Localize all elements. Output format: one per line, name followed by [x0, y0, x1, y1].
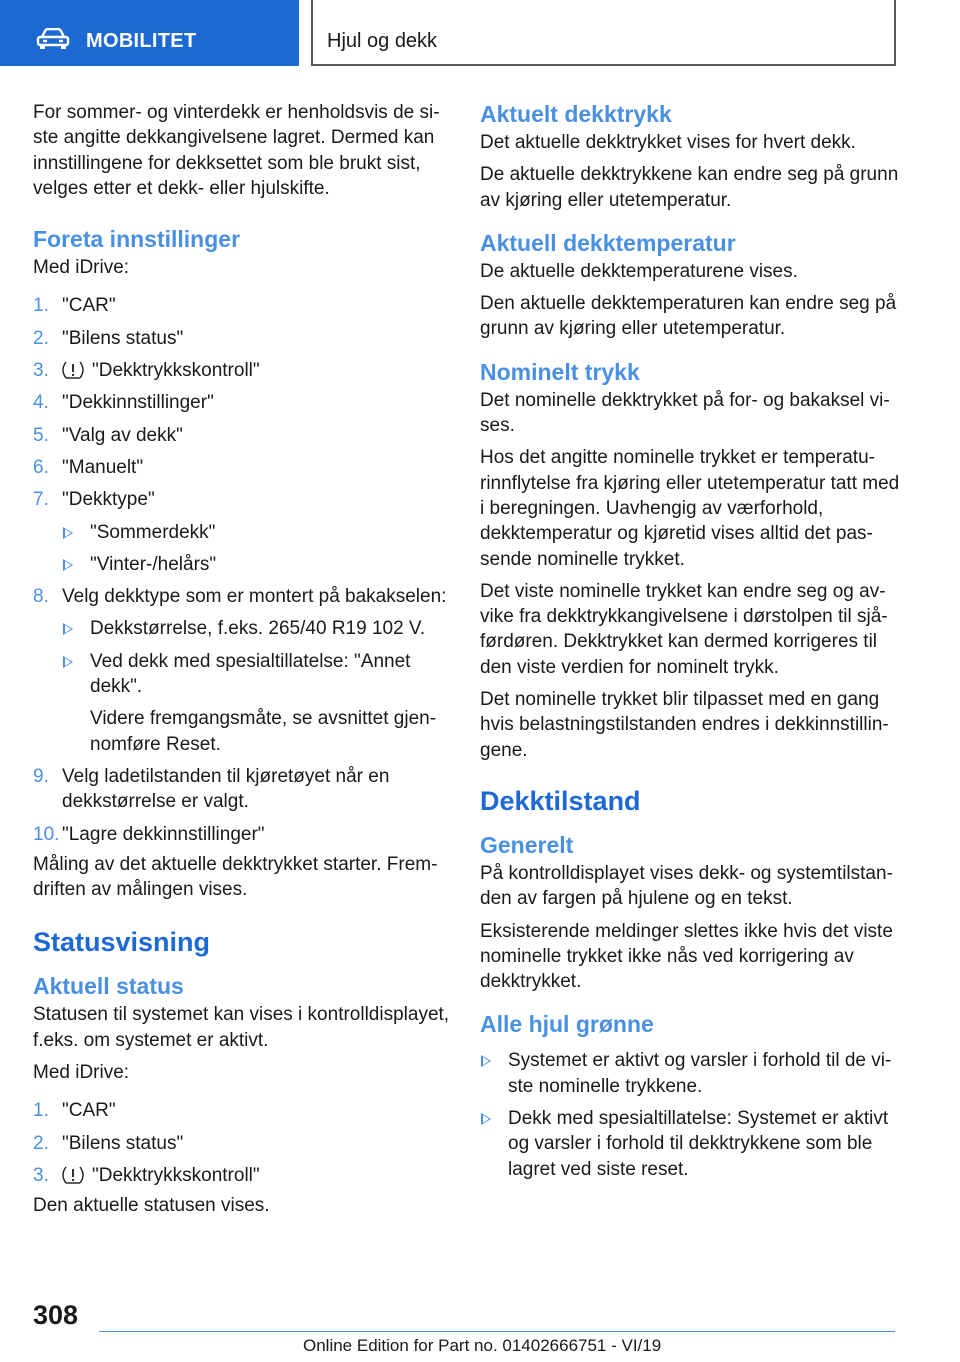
paragraph: Det viste nominelle trykket kan endre seg og avvike fra dekktrykkangivelsene i dørstolpen til sjåførdøren. Dekktrykket kan dermed korrigeres til den viste verdien for nominelt trykk.	[480, 580, 888, 678]
triangle-bullet-icon	[63, 623, 73, 635]
heading-alle-hjul-gronne: Alle hjul grønne	[480, 1011, 654, 1038]
list-item: 7. "Dekktype" "Sommerdekk" "Vinter-/helårs"	[33, 487, 453, 577]
paragraph: De aktuelle dekktrykkene kan endre seg på grunn av kjøring eller utetemperatur.	[480, 164, 899, 211]
list-item: Dekk med spesialtillatelse: Systemet er aktivt og varsler i forhold til dekktrykkene som ble lagret ved siste reset.	[480, 1106, 900, 1182]
header-chapter-box	[311, 0, 896, 66]
list-item: Dekkstørrelse, f.eks. 265/40 R19 102 V.	[62, 616, 453, 641]
idrive-lead-2: Med iDrive:	[33, 1062, 130, 1084]
measurement-note: Måling av det aktuelle dekktrykket starter. Fremdriften av målingen vises.	[33, 853, 438, 901]
list-item: "Vinter-/helårs"	[62, 552, 453, 577]
reset-note: Videre fremgangsmåte, se avsnittet gjennomføre Reset.	[90, 708, 437, 755]
footer-divider	[99, 1331, 895, 1332]
header-section-tab	[0, 0, 299, 66]
list-item: 2. "Bilens status"	[33, 1132, 184, 1154]
triangle-bullet-icon	[63, 656, 73, 668]
list-item: 1. "CAR"	[33, 295, 116, 317]
section-title: MOBILITET	[86, 30, 197, 52]
heading-aktuell-dekktemperatur: Aktuell dekktemperatur	[480, 229, 736, 256]
heading-foreta-innstillinger: Foreta innstillinger	[33, 226, 241, 253]
list-item: "Sommerdekk"	[62, 520, 453, 545]
list-item: 5. "Valg av dekk"	[33, 424, 183, 446]
paragraph: Det aktuelle dekktrykket vises for hvert dekk.	[480, 132, 856, 153]
intro-paragraph: For sommer- og vinterdekk er henholdsvis de siste angitte dekkangivelsene lagret. Dermed kan innstillingene for dekksettet som ble brukt sist, velges etter et dekk- eller hjulskifte.	[33, 102, 440, 199]
status-shown-note: Den aktuelle statusen vises.	[33, 1195, 270, 1217]
green-wheels-list	[480, 1048, 900, 1181]
list-item: 2. "Bilens status"	[33, 327, 184, 349]
idrive-lead: Med iDrive:	[33, 257, 130, 279]
heading-dekktilstand: Dekktilstand	[480, 785, 641, 816]
triangle-bullet-icon	[63, 559, 73, 571]
list-item: 4. "Dekkinnstillinger"	[33, 392, 214, 414]
list-item: Systemet er aktivt og varsler i forhold til de viste nominelle trykkene.	[480, 1048, 900, 1099]
left-column	[33, 100, 453, 1226]
list-item: 6. "Manuelt"	[33, 456, 144, 478]
list-item: Ved dekk med spesialtillatelse: "Annet dekk". Videre fremgangsmåte, se avsnittet gjennomføre Reset.	[62, 649, 453, 757]
tire-pressure-warning-icon	[62, 361, 84, 379]
page-number: 308	[33, 1300, 79, 1330]
right-column	[480, 100, 900, 1189]
status-steps	[33, 1098, 453, 1188]
tire-type-options	[62, 520, 453, 578]
paragraph: På kontrolldisplayet vises dekk- og systemtilstanden av fargen på hjulene og en tekst.	[480, 862, 893, 910]
list-item: 3. "Dekktrykkskontroll"	[33, 1164, 260, 1186]
tire-pressure-warning-icon	[62, 1166, 84, 1184]
triangle-bullet-icon	[481, 1055, 491, 1067]
list-item: 10. "Lagre dekkinnstillinger"	[33, 823, 265, 845]
paragraph: Det nominelle trykket blir tilpasset med en gang hvis belastningstilstanden endres i dekkinnstillingene.	[480, 689, 889, 761]
paragraph: Eksisterende meldinger slettes ikke hvis det viste nominelle trykket ikke nås ved korrigering av dekktrykket.	[480, 920, 893, 993]
list-item: 8. Velg dekktype som er montert på bakakselen: Dekkstørrelse, f.eks. 265/40 R19 102 V. Ved dekk med spesialtillatelse: "Annet dekk". Videre fremgangsmåte, se avsnittet gjennomføre Reset.	[33, 584, 453, 757]
paragraph: De aktuelle dekktemperaturene vises.	[480, 260, 798, 282]
footer-edition: Online Edition for Part no. 01402666751 - VI/19	[303, 1336, 662, 1355]
list-item: 1. "CAR"	[33, 1100, 116, 1122]
chapter-title: Hjul og dekk	[327, 30, 438, 52]
list-item: 9. Velg ladetilstanden til kjøretøyet når en dekkstørrelse er valgt.	[33, 765, 390, 813]
settings-steps	[33, 293, 453, 846]
rear-axle-options	[62, 616, 453, 756]
paragraph: Den aktuelle dekktemperaturen kan endre seg på grunn av kjøring eller utetemperatur.	[480, 293, 897, 340]
triangle-bullet-icon	[481, 1113, 491, 1125]
heading-generelt: Generelt	[480, 831, 574, 858]
paragraph: Det nominelle dekktrykket på for- og bakaksel vises.	[480, 389, 890, 437]
paragraph: Hos det angitte nominelle trykket er temperaturinnflytelse fra kjøring eller utetemperatur tatt med i beregningen. Uavhengig av værforhold, dekktemperatur og kjøretid vises alltid det passende nominelle trykket.	[480, 447, 900, 570]
status-paragraph: Statusen til systemet kan vises i kontrolldisplayet, f.eks. om systemet er aktivt.	[33, 1004, 450, 1051]
car-icon	[36, 28, 70, 50]
heading-aktuell-status: Aktuell status	[33, 973, 184, 1000]
heading-statusvisning: Statusvisning	[33, 927, 211, 958]
list-item: 3. "Dekktrykkskontroll"	[33, 360, 260, 382]
triangle-bullet-icon	[63, 527, 73, 539]
heading-aktuelt-dekktrykk: Aktuelt dekktrykk	[480, 101, 672, 127]
heading-nominelt-trykk: Nominelt trykk	[480, 358, 640, 385]
